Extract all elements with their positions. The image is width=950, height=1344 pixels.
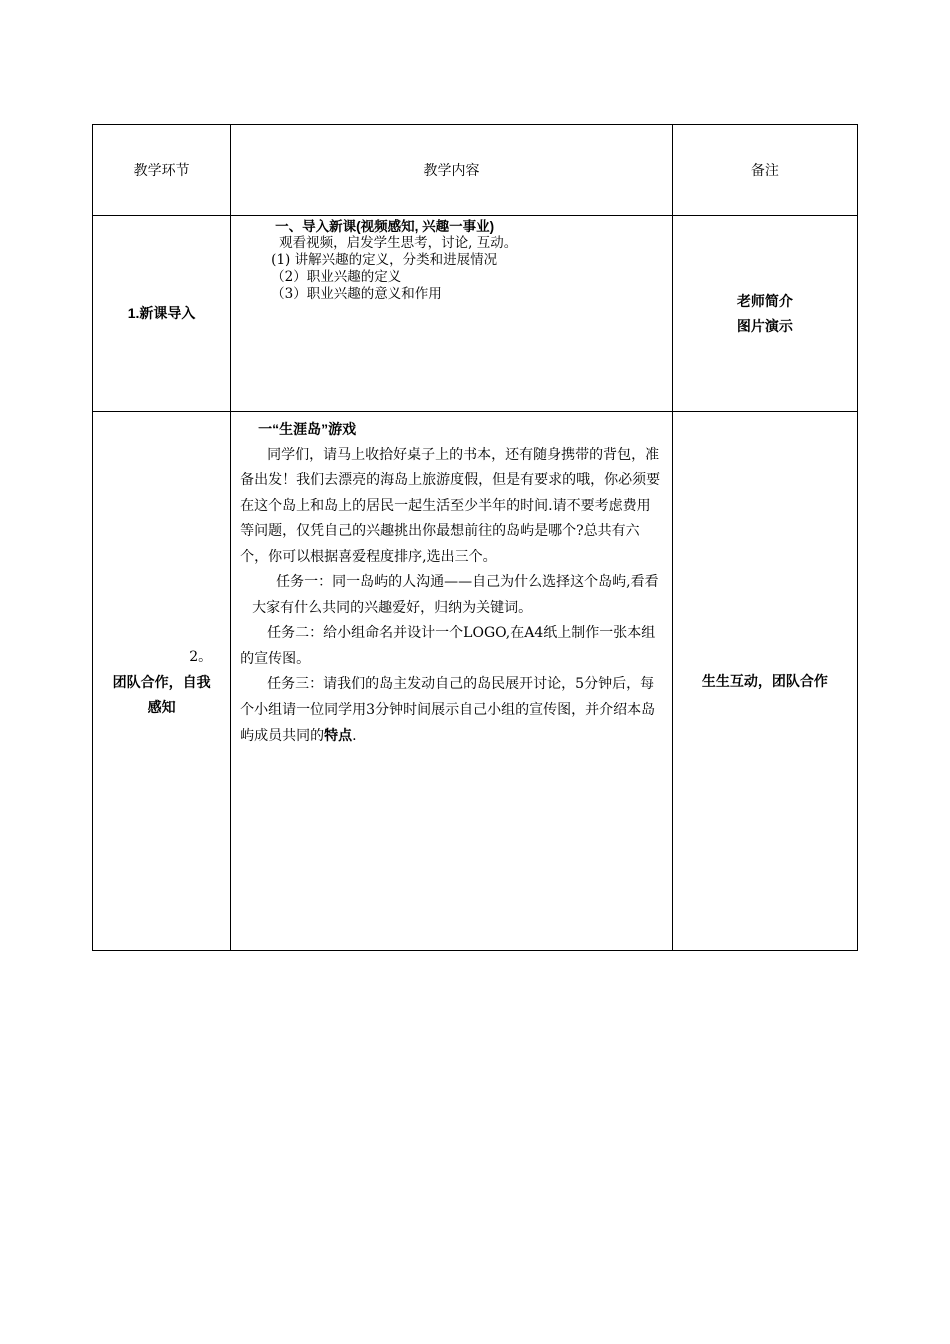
row1-note: 图片演示 xyxy=(736,317,793,334)
header-content: 教学内容 xyxy=(231,125,673,216)
row1-note: 老师简介 xyxy=(736,292,793,309)
row1-line: （3）职业兴趣的意义和作用 xyxy=(271,286,442,303)
row2-stage-label: 团队合作，自我 感知 xyxy=(112,674,211,716)
row2-notes: 生生互动，团队合作 xyxy=(672,412,857,951)
task3-end: . xyxy=(352,728,357,745)
lesson-plan-table xyxy=(92,124,858,951)
row2-content xyxy=(231,412,673,951)
row1-content xyxy=(231,216,673,412)
row1-line: (1) 讲解兴趣的定义，分类和进展情况 xyxy=(271,252,498,269)
row2-stage-number: 2。 xyxy=(189,649,213,666)
task3-bold: 特点 xyxy=(324,727,353,744)
row2-task: 任务二：给小组命名并设计一个LOGO,在A4纸上制作一张本组的宣传图。 xyxy=(240,625,656,667)
table-row xyxy=(93,412,858,951)
row1-notes xyxy=(672,216,857,412)
row2-task xyxy=(240,672,662,750)
task3-text: 任务三：请我们的岛主发动自己的岛民展开讨论，5分钟后，每个小组请一位同学用3分钟时间展示自己小组的宣传图，并介绍本岛屿成员共同的 xyxy=(240,676,656,745)
row2-task: 任务一：同一岛屿的人沟通——自己为什么选择这个岛屿,看看大家有什么共同的兴趣爱好，归纳为关键词。 xyxy=(252,574,659,616)
row1-line: （2）职业兴趣的定义 xyxy=(271,269,402,286)
row2-content-title: 一“生涯岛”游戏 xyxy=(258,421,357,438)
table-row xyxy=(93,216,858,412)
header-stage: 教学环节 xyxy=(93,125,231,216)
row2-stage xyxy=(93,412,231,951)
row1-line: 观看视频，启发学生思考，讨论, 互动。 xyxy=(279,235,518,252)
row1-content-title: 一、导入新课(视频感知, 兴趣一事业) xyxy=(275,219,495,235)
row2-paragraph: 同学们，请马上收拾好桌子上的书本，还有随身携带的背包，准备出发！我们去漂亮的海岛上旅游度假，但是有要求的哦，你必须要在这个岛上和岛上的居民一起生活至少半年的时间.请不要考虑费用等问题，仅凭自己的兴趣挑出你最想前往的岛屿是哪个?总共有六个，你可以根据喜爱程度排序,选出三个。 xyxy=(240,446,661,565)
row1-stage: 1.新课导入 xyxy=(93,216,231,412)
header-row xyxy=(93,125,858,216)
header-notes: 备注 xyxy=(672,125,857,216)
